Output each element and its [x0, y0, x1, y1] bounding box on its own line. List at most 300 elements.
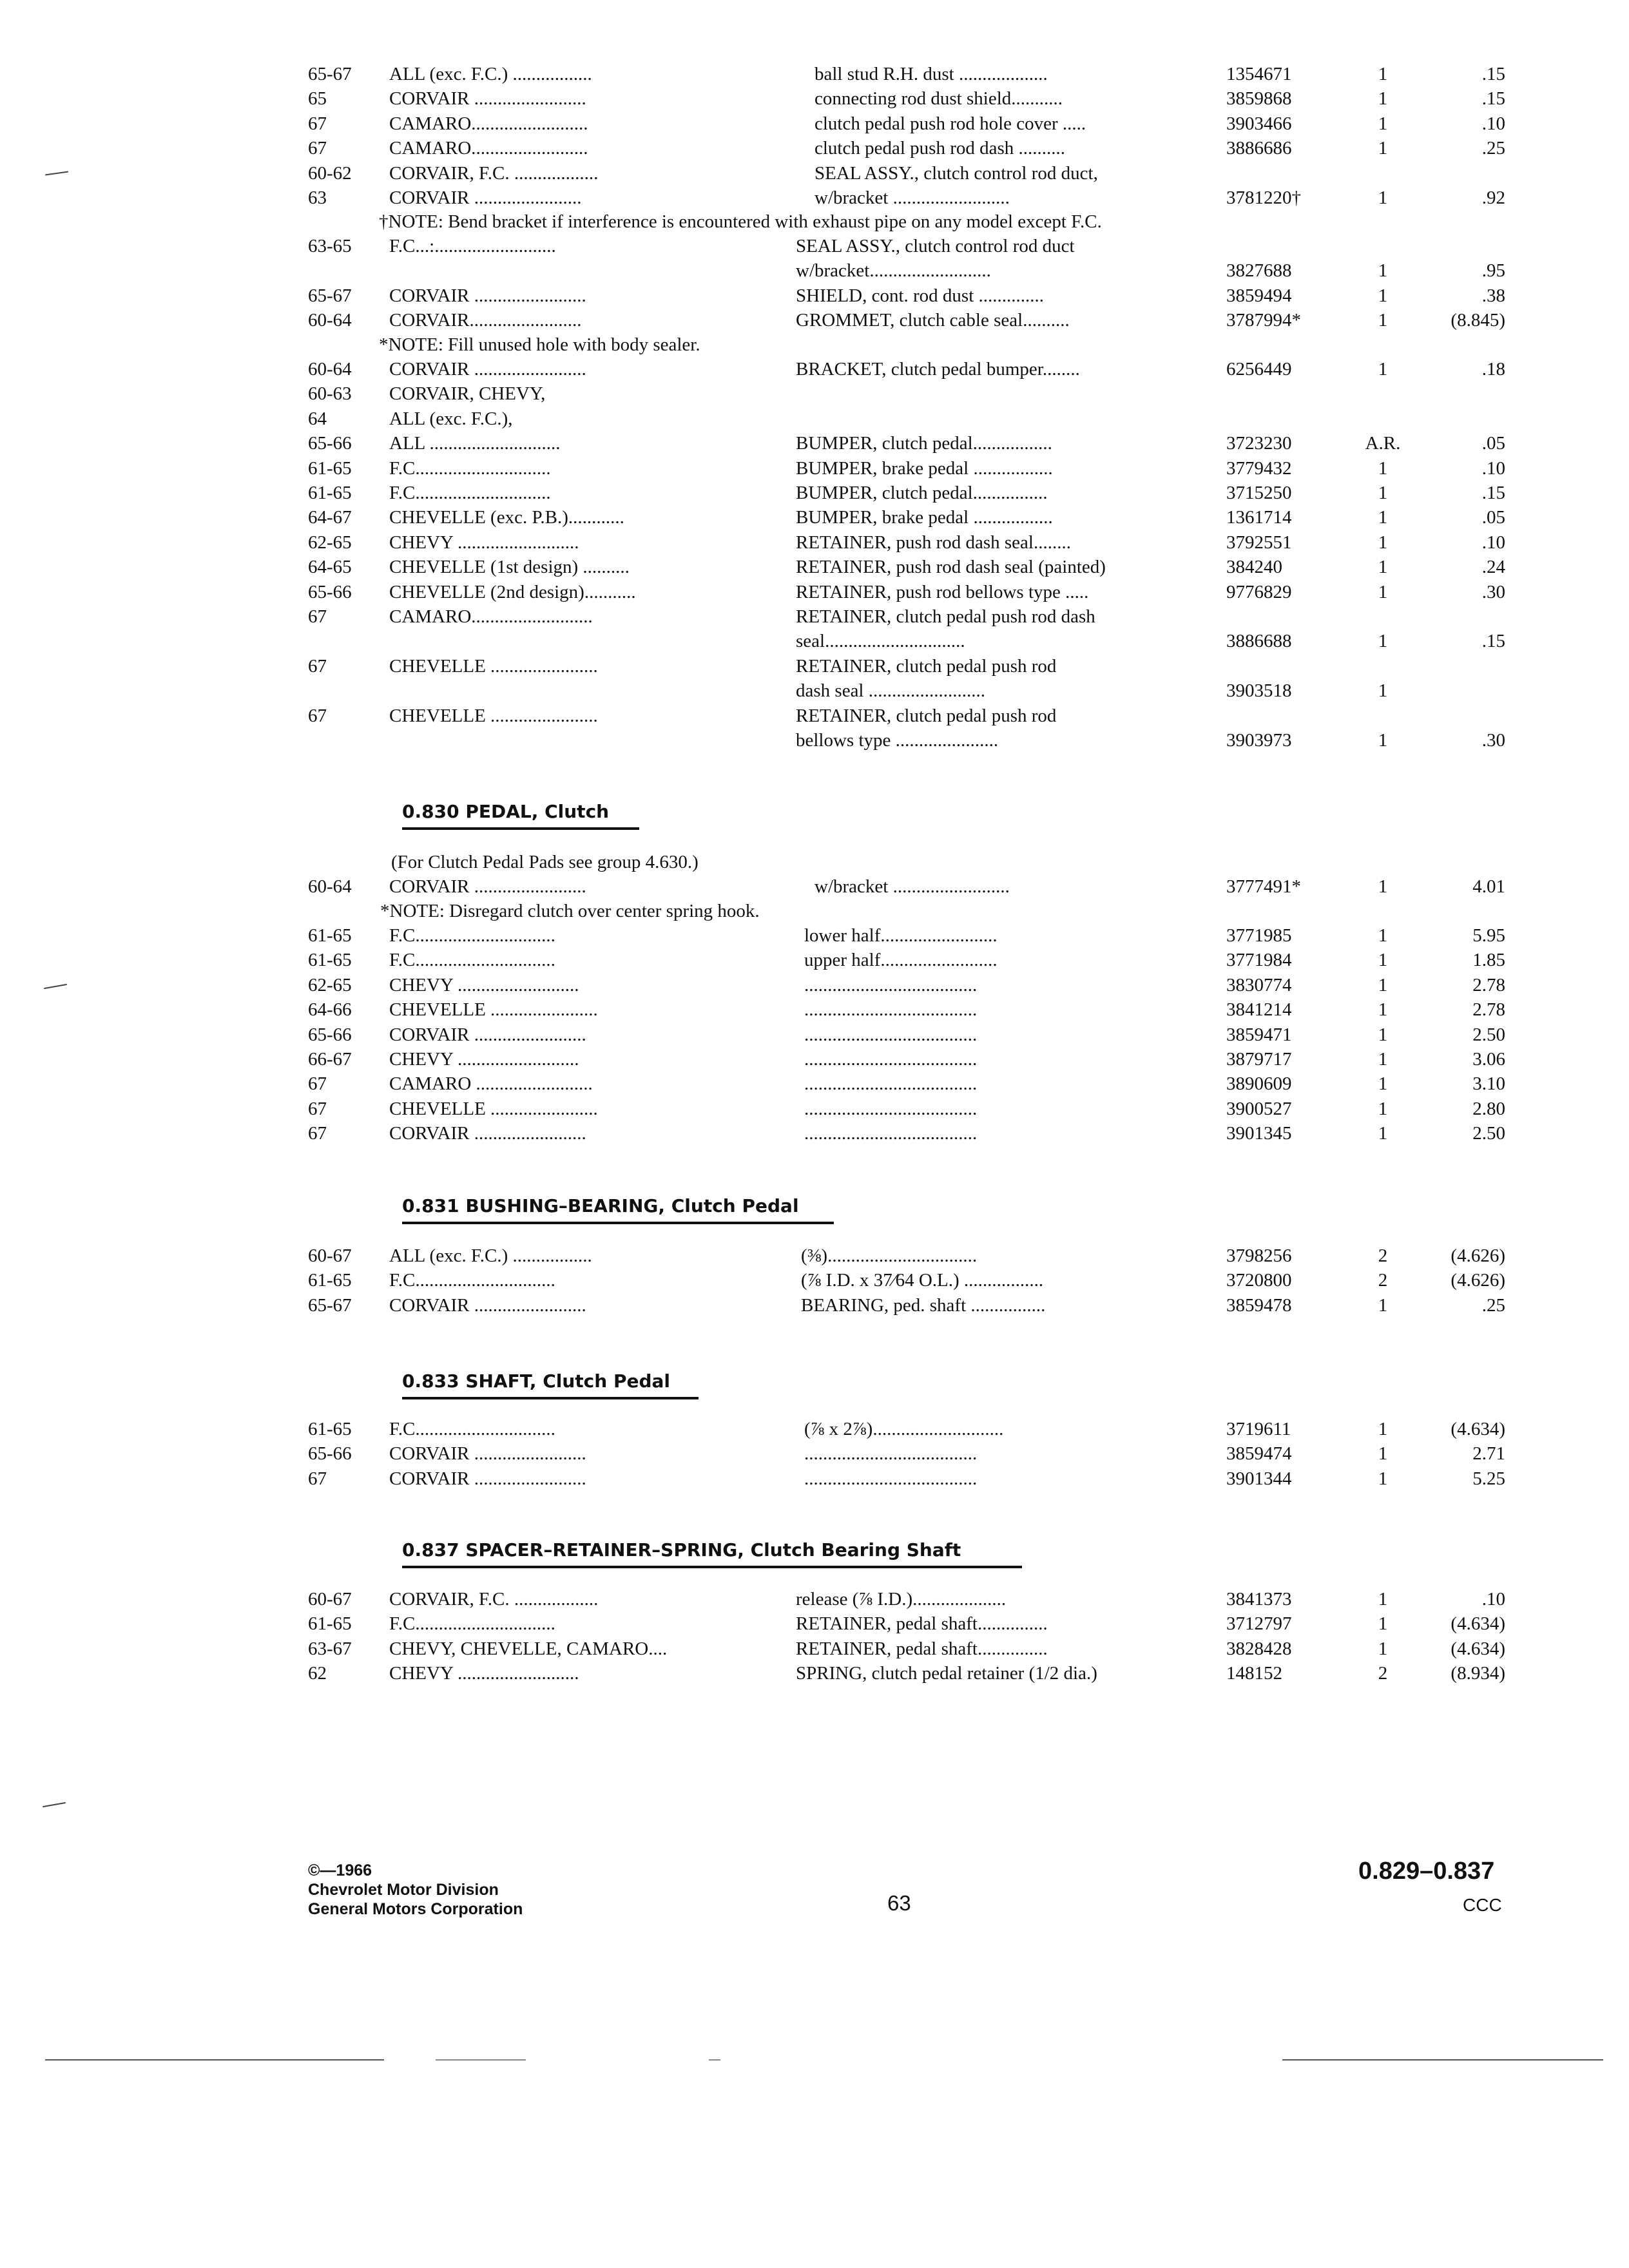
model-cell: CORVAIR, F.C. ..................	[389, 1589, 599, 1610]
shaft-row	[308, 1441, 1507, 1466]
quantity-cell: 1	[1378, 310, 1388, 331]
lower-row	[308, 481, 1507, 505]
price-cell: .10	[1481, 457, 1505, 479]
lower-row	[308, 505, 1507, 530]
price-cell: (4.626)	[1451, 1245, 1505, 1266]
part-number-cell: 3828428	[1226, 1638, 1292, 1659]
lower-row	[308, 629, 1507, 653]
pedal-row	[308, 923, 1507, 948]
description-cell: BRACKET, clutch pedal bumper........	[796, 359, 1080, 380]
mid-row	[308, 308, 1507, 332]
pedal-row	[308, 948, 1507, 972]
quantity-cell: 1	[1378, 1024, 1388, 1045]
pedal-row	[308, 973, 1507, 997]
lower-row	[308, 654, 1507, 678]
description-cell: RETAINER, push rod bellows type .....	[796, 581, 1089, 602]
quantity-cell: 1	[1378, 359, 1388, 380]
margin-tick-2	[44, 984, 67, 989]
part-number-cell: 148152	[1226, 1663, 1282, 1684]
pedal-row	[308, 1072, 1507, 1096]
year-cell: 60-64	[308, 359, 352, 380]
price-cell: (8.845)	[1451, 310, 1505, 331]
note-spring-hook: *NOTE: Disregard clutch over center spring hook.	[380, 901, 760, 921]
price-cell: 2.78	[1472, 999, 1505, 1021]
lower-row	[308, 604, 1507, 629]
model-cell: CHEVY ..........................	[389, 1049, 579, 1070]
pedal-row	[308, 1047, 1507, 1072]
quantity-cell: 1	[1378, 581, 1388, 602]
quantity-cell: 1	[1378, 1049, 1388, 1070]
model-cell: CAMARO..........................	[389, 606, 593, 627]
part-number-cell: 3827688	[1226, 260, 1292, 282]
quantity-cell: 1	[1378, 1468, 1388, 1489]
price-cell: 1.85	[1472, 950, 1505, 971]
description-cell: w/bracket .........................	[815, 876, 1010, 897]
price-cell: .25	[1481, 1294, 1505, 1316]
part-number-cell: 3859478	[1226, 1294, 1292, 1316]
description-cell: .....................................	[804, 1468, 978, 1489]
model-cell: CORVAIR ........................	[389, 1468, 586, 1489]
year-cell: 65-66	[308, 1443, 352, 1465]
part-number-cell: 3798256	[1226, 1245, 1292, 1266]
year-cell: 67	[308, 113, 327, 134]
description-cell: .....................................	[804, 1024, 978, 1045]
spacer-row	[308, 1611, 1507, 1636]
quantity-cell: 1	[1378, 1613, 1388, 1635]
part-number-cell: 3712797	[1226, 1613, 1292, 1635]
model-cell: CHEVELLE (exc. P.B.)............	[389, 507, 624, 528]
description-cell: RETAINER, push rod dash seal........	[796, 532, 1071, 553]
spacer-row	[308, 1637, 1507, 1661]
description-cell: RETAINER, pedal shaft...............	[796, 1613, 1048, 1635]
quantity-cell: 1	[1378, 88, 1388, 110]
price-cell: .38	[1481, 285, 1505, 306]
quantity-cell: 1	[1378, 1123, 1388, 1144]
year-cell: 67	[308, 606, 327, 627]
pedal-row	[308, 997, 1507, 1022]
description-cell: SPRING, clutch pedal retainer (1/2 dia.)	[796, 1663, 1097, 1684]
section-underline-0830	[402, 827, 639, 830]
top-row	[308, 186, 1507, 210]
year-cell: 67	[308, 1123, 327, 1144]
description-cell: SEAL ASSY., clutch control rod duct	[796, 236, 1075, 256]
quantity-cell: 2	[1378, 1245, 1388, 1266]
year-cell: 60-64	[308, 310, 352, 331]
description-cell: w/bracket..........................	[796, 260, 991, 282]
description-cell: SHIELD, cont. rod dust ..............	[796, 285, 1045, 306]
part-number-cell: 3720800	[1226, 1270, 1292, 1291]
year-cell: 66-67	[308, 1049, 352, 1070]
description-cell: .....................................	[804, 1123, 978, 1144]
year-cell: 61-65	[308, 1270, 352, 1291]
quantity-cell: 1	[1378, 999, 1388, 1021]
model-cell: CHEVELLE (1st design) ..........	[389, 557, 630, 578]
quantity-cell: 1	[1378, 925, 1388, 946]
top-row	[308, 86, 1507, 111]
model-cell: CHEVY ..........................	[389, 1663, 579, 1684]
year-cell: 61-65	[308, 1419, 352, 1439]
price-cell: 2.78	[1472, 974, 1505, 995]
model-cell: CORVAIR .......................	[389, 187, 582, 208]
year-cell: 62	[308, 1663, 327, 1684]
mid-row	[308, 284, 1507, 308]
model-cell: CORVAIR ........................	[389, 285, 586, 306]
part-number-cell: 3903466	[1226, 113, 1292, 134]
part-number-cell: 3886686	[1226, 138, 1292, 159]
year-cell: 60-63	[308, 383, 352, 405]
part-number-cell: 3901345	[1226, 1123, 1292, 1144]
quantity-cell: 1	[1378, 285, 1388, 306]
mid-row	[308, 258, 1507, 283]
model-cell: CHEVELLE .......................	[389, 705, 598, 726]
quantity-cell: 1	[1378, 631, 1388, 652]
model-cell: CHEVELLE (2nd design)...........	[389, 581, 636, 602]
model-cell: CORVAIR ........................	[389, 876, 586, 897]
section-underline-0831	[402, 1222, 834, 1224]
top-row	[308, 136, 1507, 160]
price-cell: (4.626)	[1451, 1270, 1505, 1291]
lower-row	[308, 580, 1507, 604]
model-cell: CORVAIR........................	[389, 310, 582, 331]
price-cell: 2.71	[1472, 1443, 1505, 1465]
bushing-row	[308, 1268, 1507, 1293]
quantity-cell: 1	[1378, 1443, 1388, 1465]
page-number: 63	[887, 1891, 911, 1915]
description-cell: dash seal .........................	[796, 680, 985, 702]
part-number-cell: 3715250	[1226, 483, 1292, 503]
quantity-cell: 1	[1378, 1589, 1388, 1610]
year-cell: 67	[308, 1073, 327, 1095]
part-number-cell: 3859494	[1226, 285, 1292, 306]
year-cell: 60-64	[308, 876, 352, 897]
model-cell: CHEVY, CHEVELLE, CAMARO....	[389, 1638, 668, 1659]
part-number-cell: 1354671	[1226, 64, 1292, 84]
quantity-cell: 1	[1378, 1419, 1388, 1439]
quantity-cell: 1	[1378, 1294, 1388, 1316]
year-cell: 60-67	[308, 1589, 352, 1610]
model-cell: CHEVY ..........................	[389, 974, 579, 995]
year-cell: 65-66	[308, 1024, 352, 1045]
price-cell: (8.934)	[1451, 1663, 1505, 1684]
price-cell: (4.634)	[1451, 1419, 1505, 1439]
description-cell: RETAINER, clutch pedal push rod	[796, 705, 1057, 726]
description-cell: RETAINER, pedal shaft...............	[796, 1638, 1048, 1659]
part-number-cell: 3879717	[1226, 1049, 1292, 1070]
price-cell: .24	[1481, 557, 1505, 578]
price-cell: .05	[1481, 433, 1505, 454]
part-number-cell: 3841373	[1226, 1589, 1292, 1610]
part-number-cell: 3903518	[1226, 680, 1292, 702]
description-cell: lower half.........................	[804, 925, 998, 946]
description-cell: BUMPER, brake pedal .................	[796, 507, 1053, 528]
margin-tick-1	[45, 171, 68, 176]
description-cell: clutch pedal push rod hole cover .....	[815, 113, 1086, 134]
margin-tick-3	[43, 1802, 66, 1807]
description-cell: BEARING, ped. shaft ................	[801, 1294, 1046, 1316]
section-underline-0837	[402, 1566, 1022, 1568]
part-number-cell: 1361714	[1226, 507, 1292, 528]
description-cell: BUMPER, clutch pedal................	[796, 483, 1048, 503]
model-cell: CORVAIR ........................	[389, 1294, 586, 1316]
year-cell: 67	[308, 1098, 327, 1119]
price-cell: 2.50	[1472, 1024, 1505, 1045]
price-cell: .92	[1481, 187, 1505, 208]
quantity-cell: 1	[1378, 507, 1388, 528]
price-cell: .15	[1481, 64, 1505, 84]
lower-row	[308, 555, 1507, 579]
quantity-cell: 1	[1378, 730, 1388, 751]
price-cell: 2.50	[1472, 1123, 1505, 1144]
model-cell: CORVAIR ........................	[389, 1443, 586, 1465]
year-cell: 64-66	[308, 999, 352, 1021]
top-row	[308, 62, 1507, 86]
description-cell: BUMPER, brake pedal .................	[796, 457, 1053, 479]
section-intro-0830: (For Clutch Pedal Pads see group 4.630.)	[391, 852, 699, 872]
section-range: 0.829–0.837	[1358, 1858, 1495, 1885]
price-cell: .30	[1481, 581, 1505, 602]
price-cell: .10	[1481, 113, 1505, 134]
model-cell: F.C...:..........................	[389, 236, 556, 256]
section-title-0837: 0.837 SPACER–RETAINER–SPRING, Clutch Bearing Shaft	[402, 1539, 961, 1561]
spacer-row	[308, 1587, 1507, 1611]
year-cell: 64-65	[308, 557, 352, 578]
model-cell: F.C..............................	[389, 1419, 555, 1439]
year-cell: 61-65	[308, 483, 352, 503]
description-cell: RETAINER, clutch pedal push rod	[796, 655, 1057, 677]
quantity-cell: 1	[1378, 113, 1388, 134]
description-cell: SEAL ASSY., clutch control rod duct,	[815, 162, 1098, 184]
price-cell: .15	[1481, 631, 1505, 652]
part-number-cell: 3771984	[1226, 950, 1292, 971]
description-cell: BUMPER, clutch pedal.................	[796, 433, 1052, 454]
quantity-cell: 1	[1378, 138, 1388, 159]
part-number-cell: 3771985	[1226, 925, 1292, 946]
description-cell: seal..............................	[796, 631, 965, 652]
year-cell: 64	[308, 408, 327, 429]
mid-row	[308, 234, 1507, 258]
quantity-cell: 1	[1378, 187, 1388, 208]
year-cell: 61-65	[308, 1613, 352, 1635]
year-cell: 67	[308, 655, 327, 677]
model-cell: CAMARO.........................	[389, 113, 588, 134]
model-cell: F.C..............................	[389, 1613, 555, 1635]
bottom-rule-mid	[436, 2059, 526, 2061]
description-cell: bellows type ......................	[796, 730, 999, 751]
description-cell: upper half.........................	[804, 950, 998, 971]
description-cell: ball stud R.H. dust ...................	[815, 64, 1048, 84]
description-cell: .....................................	[804, 1098, 978, 1119]
lower-row	[308, 728, 1507, 753]
description-cell: (⅞ I.D. x 37⁄64 O.L.) .................	[801, 1270, 1044, 1291]
price-cell: 4.01	[1472, 876, 1505, 897]
quantity-cell: 1	[1378, 64, 1388, 84]
lower-row	[308, 456, 1507, 481]
model-cell: CORVAIR ........................	[389, 1024, 586, 1045]
year-cell: 67	[308, 705, 327, 726]
bottom-rule-left	[45, 2059, 384, 2061]
quantity-cell: 1	[1378, 950, 1388, 971]
description-cell: .....................................	[804, 1443, 978, 1465]
year-cell: 67	[308, 1468, 327, 1489]
shaft-row	[308, 1417, 1507, 1441]
section-title-0830: 0.830 PEDAL, Clutch	[402, 801, 610, 822]
description-cell: .....................................	[804, 974, 978, 995]
model-cell: CORVAIR, F.C. ..................	[389, 162, 599, 184]
spacer-row	[308, 1661, 1507, 1686]
model-cell: CHEVELLE .......................	[389, 1098, 598, 1119]
model-cell: CAMARO.........................	[389, 138, 588, 159]
quantity-cell: 1	[1378, 1638, 1388, 1659]
section-title-0833: 0.833 SHAFT, Clutch Pedal	[402, 1370, 670, 1392]
footer-copyright: ©—1966	[308, 1861, 372, 1879]
model-cell: CORVAIR, CHEVY,	[389, 383, 546, 405]
year-cell: 65-67	[308, 285, 352, 306]
quantity-cell: 1	[1378, 457, 1388, 479]
lower-row	[308, 704, 1507, 728]
part-number-cell: 3859474	[1226, 1443, 1292, 1465]
pedal-row	[308, 874, 1507, 899]
footer-division: Chevrolet Motor Division	[308, 1881, 499, 1899]
part-number-cell: 3781220†	[1226, 187, 1301, 208]
quantity-cell: 2	[1378, 1270, 1388, 1291]
price-cell: .10	[1481, 532, 1505, 553]
quantity-cell: 1	[1378, 1073, 1388, 1095]
bushing-row	[308, 1293, 1507, 1318]
price-cell: .10	[1481, 1589, 1505, 1610]
year-cell: 65-67	[308, 64, 352, 84]
year-cell: 61-65	[308, 457, 352, 479]
top-row	[308, 161, 1507, 186]
model-cell: ALL (exc. F.C.),	[389, 408, 513, 429]
lower-row	[308, 381, 1507, 406]
year-cell: 65-66	[308, 433, 352, 454]
price-cell: .18	[1481, 359, 1505, 380]
model-cell: F.C.............................	[389, 483, 551, 503]
model-cell: ALL (exc. F.C.) .................	[389, 64, 592, 84]
year-cell: 64-67	[308, 507, 352, 528]
lower-row	[308, 431, 1507, 456]
price-cell: 2.80	[1472, 1098, 1505, 1119]
price-cell: 5.95	[1472, 925, 1505, 946]
part-number-cell: 384240	[1226, 557, 1282, 578]
catalog-code: CCC	[1463, 1895, 1502, 1915]
part-number-cell: 3777491*	[1226, 876, 1301, 897]
model-cell: ALL ............................	[389, 433, 561, 454]
year-cell: 61-65	[308, 925, 352, 946]
price-cell: 5.25	[1472, 1468, 1505, 1489]
bottom-rule-right	[1282, 2059, 1603, 2061]
quantity-cell: 1	[1378, 557, 1388, 578]
note-sealer: *NOTE: Fill unused hole with body sealer.	[379, 334, 700, 355]
model-cell: F.C..............................	[389, 925, 555, 946]
year-cell: 65-67	[308, 1294, 352, 1316]
lower-row	[308, 530, 1507, 555]
year-cell: 63	[308, 187, 327, 208]
model-cell: CHEVELLE .......................	[389, 999, 598, 1021]
part-number-cell: 3886688	[1226, 631, 1292, 652]
price-cell: .15	[1481, 88, 1505, 110]
quantity-cell: A.R.	[1365, 433, 1401, 454]
description-cell: .....................................	[804, 1073, 978, 1095]
bottom-rule-dash	[709, 2059, 720, 2061]
description-cell: (⅜)................................	[801, 1245, 978, 1266]
model-cell: CORVAIR ........................	[389, 359, 586, 380]
quantity-cell: 1	[1378, 260, 1388, 282]
part-number-cell: 3901344	[1226, 1468, 1292, 1489]
part-number-cell: 3859868	[1226, 88, 1292, 110]
year-cell: 65	[308, 88, 327, 110]
model-cell: ALL (exc. F.C.) .................	[389, 1245, 592, 1266]
part-number-cell: 3792551	[1226, 532, 1292, 553]
model-cell: CORVAIR ........................	[389, 88, 586, 110]
quantity-cell: 1	[1378, 483, 1388, 503]
year-cell: 62-65	[308, 532, 352, 553]
model-cell: CORVAIR ........................	[389, 1123, 586, 1144]
part-number-cell: 3723230	[1226, 433, 1292, 454]
section-title-0831: 0.831 BUSHING–BEARING, Clutch Pedal	[402, 1195, 799, 1216]
price-cell: .05	[1481, 507, 1505, 528]
year-cell: 65-66	[308, 581, 352, 602]
part-number-cell: 3719611	[1226, 1419, 1291, 1439]
quantity-cell: 1	[1378, 876, 1388, 897]
part-number-cell: 3787994*	[1226, 310, 1301, 331]
price-cell: (4.634)	[1451, 1638, 1505, 1659]
price-cell: .30	[1481, 730, 1505, 751]
model-cell: F.C..............................	[389, 1270, 555, 1291]
pedal-row	[308, 1097, 1507, 1121]
price-cell: .15	[1481, 483, 1505, 503]
description-cell: GROMMET, clutch cable seal..........	[796, 310, 1070, 331]
part-number-cell: 3900527	[1226, 1098, 1292, 1119]
year-cell: 61-65	[308, 950, 352, 971]
price-cell: 3.10	[1472, 1073, 1505, 1095]
price-cell: (4.634)	[1451, 1613, 1505, 1635]
part-number-cell: 9776829	[1226, 581, 1292, 602]
description-cell: RETAINER, push rod dash seal (painted)	[796, 557, 1106, 578]
model-cell: CHEVELLE .......................	[389, 655, 598, 677]
lower-row	[308, 678, 1507, 703]
description-cell: connecting rod dust shield...........	[815, 88, 1063, 110]
price-cell: 3.06	[1472, 1049, 1505, 1070]
part-number-cell: 3859471	[1226, 1024, 1292, 1045]
description-cell: RETAINER, clutch pedal push rod dash	[796, 606, 1095, 627]
quantity-cell: 1	[1378, 1098, 1388, 1119]
bushing-row	[308, 1244, 1507, 1268]
year-cell: 62-65	[308, 974, 352, 995]
note-bracket: †NOTE: Bend bracket if interference is encountered with exhaust pipe on any model except F.C.	[379, 211, 1102, 232]
lower-row	[308, 357, 1507, 381]
part-number-cell: 3841214	[1226, 999, 1292, 1021]
shaft-row	[308, 1466, 1507, 1491]
year-cell: 60-62	[308, 162, 352, 184]
description-cell: w/bracket .........................	[815, 187, 1010, 208]
price-cell: .25	[1481, 138, 1505, 159]
model-cell: CAMARO .........................	[389, 1073, 593, 1095]
part-number-cell: 3890609	[1226, 1073, 1292, 1095]
quantity-cell: 1	[1378, 680, 1388, 702]
section-underline-0833	[402, 1397, 699, 1399]
price-cell: .95	[1481, 260, 1505, 282]
description-cell: release (⅞ I.D.)....................	[796, 1589, 1007, 1610]
quantity-cell: 2	[1378, 1663, 1388, 1684]
quantity-cell: 1	[1378, 532, 1388, 553]
part-number-cell: 3779432	[1226, 457, 1292, 479]
model-cell: F.C.............................	[389, 457, 551, 479]
model-cell: CHEVY ..........................	[389, 532, 579, 553]
year-cell: 67	[308, 138, 327, 159]
description-cell: clutch pedal push rod dash ..........	[815, 138, 1066, 159]
description-cell: (⅞ x 2⅞)............................	[804, 1419, 1004, 1439]
